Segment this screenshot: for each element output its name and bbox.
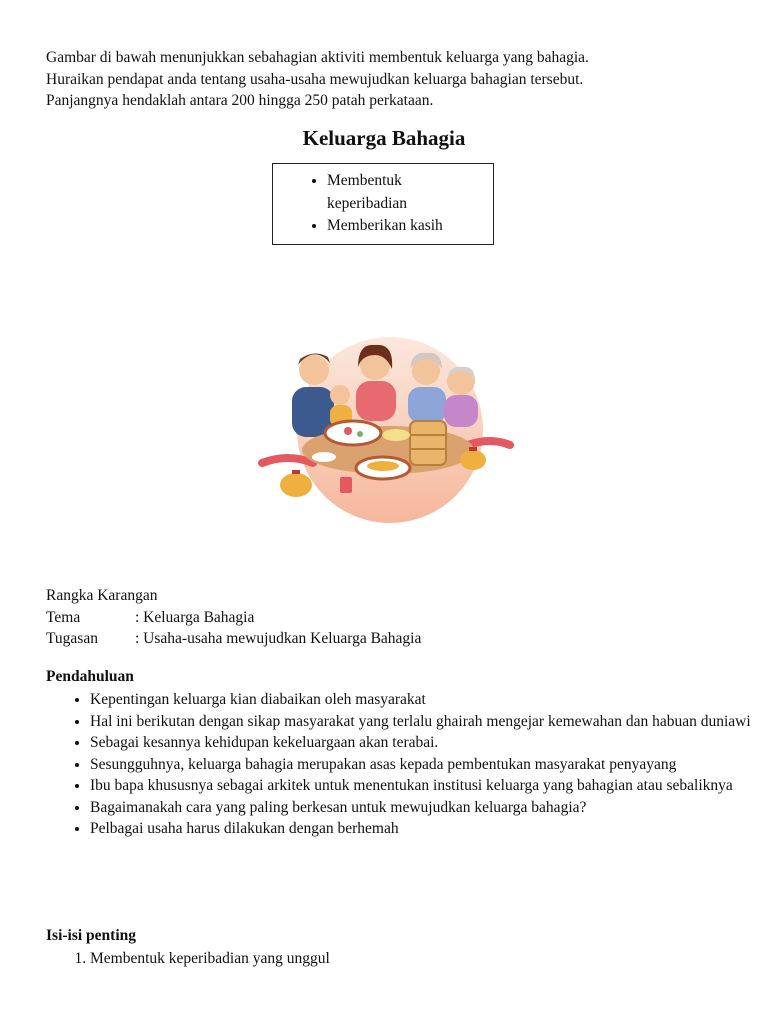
page-title: Keluarga Bahagia	[302, 126, 466, 150]
isi-heading: Isi-isi penting	[46, 927, 137, 944]
list-item: • Hal ini berikutan dengan sikap masyarakat yang terlalu ghairah mengejar kemewahan dan habuan duniawi	[90, 711, 754, 733]
essay-outline	[46, 585, 421, 650]
list-item: • Kepentingan keluarga kian diabaikan oleh masyarakat	[90, 689, 754, 711]
tema-label: Tema	[46, 608, 81, 626]
outline-heading: Rangka Karangan	[46, 587, 158, 604]
keypoint-item: • Membentuk keperibadian	[327, 170, 437, 215]
list-item: • Ibu bapa khususnya sebagai arkitek untuk menentukan institusi keluarga yang bahagian atau sebaliknya	[90, 775, 754, 797]
list-item: • Sebagai kesannya kehidupan kekeluargaan akan terabai.	[90, 732, 754, 754]
tema-value: : Keluarga Bahagia	[135, 608, 255, 626]
instruction-line: Gambar di bawah menunjukkan sebahagian aktiviti membentuk keluarga yang bahagia.	[46, 49, 589, 66]
list-item: • Bagaimanakah cara yang paling berkesan untuk mewujudkan keluarga bahagia?	[90, 797, 754, 819]
family-dinner-illustration	[258, 325, 518, 545]
tugasan-label: Tugasan	[46, 630, 98, 647]
list-item: • Pelbagai usaha harus dilakukan dengan berhemah	[90, 818, 754, 840]
keypoints-box	[272, 163, 494, 245]
tugasan-value: : Usaha-usaha mewujudkan Keluarga Bahagia	[135, 630, 422, 647]
instruction-line: Panjangnya hendaklah antara 200 hingga 250 patah perkataan.	[46, 92, 434, 109]
pendahuluan-list	[46, 689, 754, 840]
outline-tugasan	[46, 628, 421, 650]
list-item: • Sesungguhnya, keluarga bahagia merupakan asas kepada pembentukan masyarakat penyayang	[90, 754, 754, 776]
instructions	[46, 47, 736, 112]
instruction-line: Huraikan pendapat anda tentang usaha-usaha mewujudkan keluarga bahagian tersebut.	[46, 70, 584, 88]
outline-tema	[46, 607, 421, 629]
pendahuluan-heading: Pendahuluan	[46, 668, 134, 685]
isi-list	[46, 948, 330, 970]
list-item: 1. Membentuk keperibadian yang unggul	[90, 948, 330, 970]
keypoint-item: • Memberikan kasih	[327, 215, 493, 238]
